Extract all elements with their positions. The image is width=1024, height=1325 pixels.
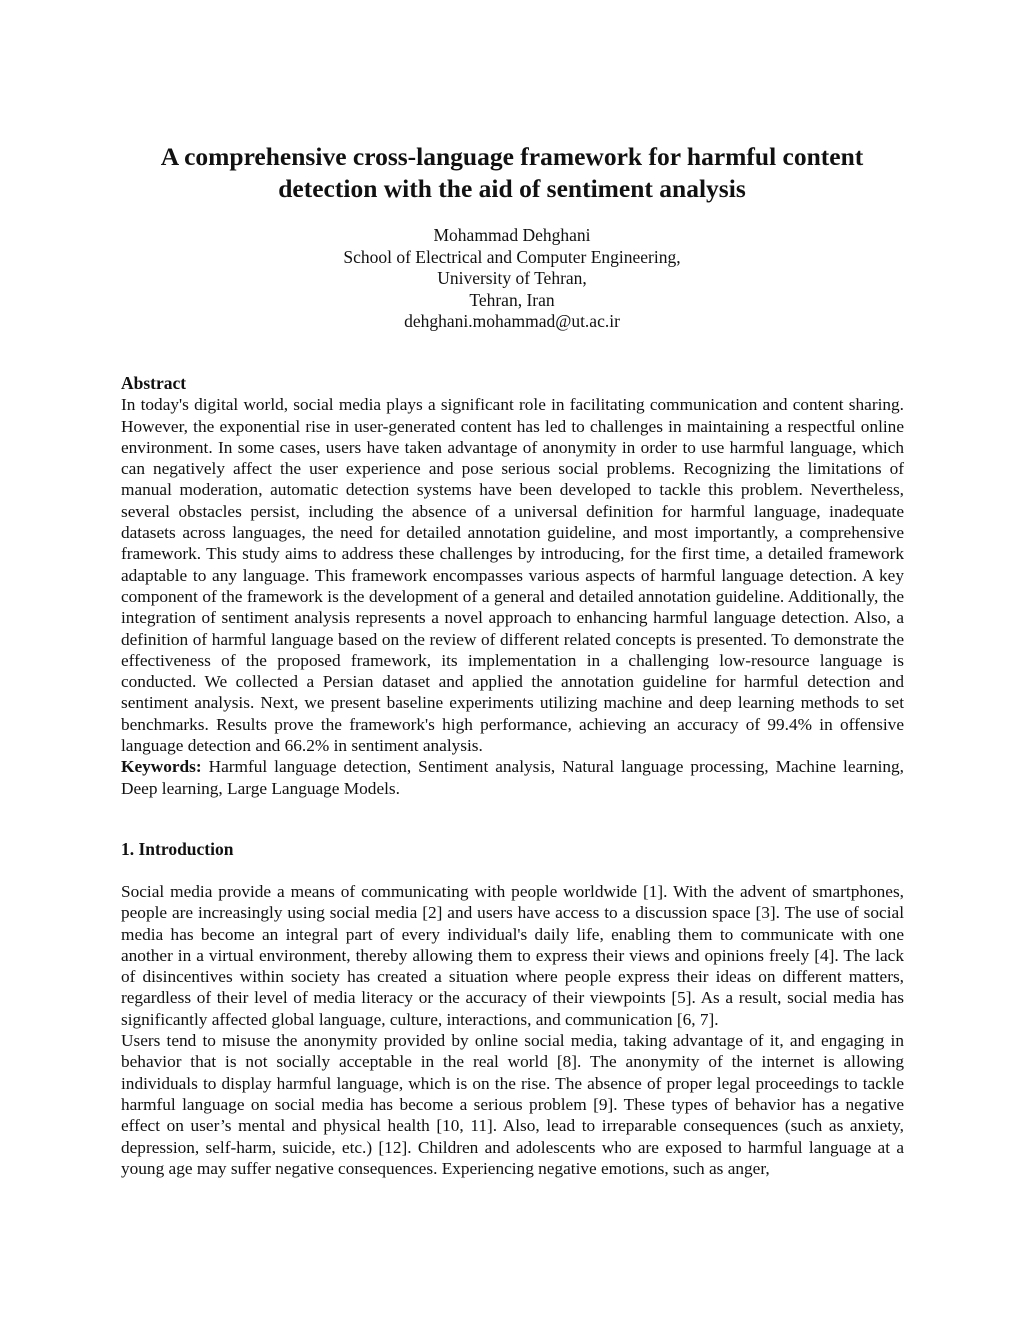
paper-title [100, 141, 924, 205]
introduction-paragraph-1: Social media provide a means of communicating with people worldwide [1]. With the advent of smartphones, people are increasingly using social media [2] and users have access to a discussion space [3]. The use of social media has become an integral part of every individual's daily life, enabling them to communicate with one another in a virtual environment, thereby allowing them to express their views and opinions freely [4]. The lack of disincentives within society has created a situation where people express their ideas on different matters, regardless of their level of media literacy or the accuracy of their viewpoints [5]. As a result, social media has significantly affected global language, culture, interactions, and communication [6, 7]. [121, 882, 904, 1029]
author-block [150, 225, 874, 333]
introduction-body [121, 881, 904, 1179]
keywords-label: Keywords: [121, 757, 202, 777]
introduction-heading-block [121, 839, 904, 860]
author-location: Tehran, Iran [469, 289, 555, 310]
abstract-heading: Abstract [121, 373, 187, 393]
introduction-paragraph-2: Users tend to misuse the anonymity provided by online social media, taking advantage of it, and engaging in behavior that is not socially acceptable in the real world [8]. The anonymity of the internet is allowing individuals to display harmful language, which is on the rise. The absence of proper legal proceedings to tackle harmful language on social media has become a serious problem [9]. These types of behavior has a negative effect on user’s mental and physical health [10, 11]. Also, lead to irreparable consequences (such as anxiety, depression, self-harm, suicide, etc.) [12]. Children and adolescents who are exposed to harmful language at a young age may suffer negative consequences. Experiencing negative emotions, such as anger, [121, 1031, 904, 1178]
author-name: Mohammad Dehghani [433, 225, 591, 245]
title-line-2: detection with the aid of sentiment analysis [278, 174, 746, 203]
keywords-text: Harmful language detection, Sentiment analysis, Natural language processing, Machine learning, Deep learning, Large Language Models. [121, 757, 904, 798]
introduction-heading: 1. Introduction [121, 839, 234, 859]
abstract-section [121, 373, 904, 799]
author-university: University of Tehran, [437, 268, 587, 288]
title-line-1: A comprehensive cross-language framework for harmful content [160, 142, 864, 171]
author-department: School of Electrical and Computer Engineering, [343, 246, 681, 267]
keywords [121, 756, 904, 799]
abstract-text: In today's digital world, social media plays a significant role in facilitating communication and content sharing. However, the exponential rise in user-generated content has led to challenges in maintaining a respectful online environment. In some cases, users have taken advantage of anonymity in order to use harmful language, which can negatively affect the user experience and pose serious social problems. Recognizing the limitations of manual moderation, automatic detection systems have been developed to tackle this problem. Nevertheless, several obstacles persist, including the absence of a universal definition for harmful language, inadequate datasets across languages, the need for detailed annotation guideline, and most importantly, a comprehensive framework. This study aims to address these challenges by introducing, for the first time, a detailed framework adaptable to any language. This framework encompasses various aspects of harmful language detection. A key component of the framework is the development of a general and detailed annotation guideline. Additionally, the integration of sentiment analysis represents a novel approach to enhancing harmful language detection. Also, a definition of harmful language based on the review of different related concepts is presented. To demonstrate the effectiveness of the proposed framework, its implementation in a challenging low-resource language is conducted. We collected a Persian dataset and applied the annotation guideline for harmful detection and sentiment analysis. Next, we present baseline experiments utilizing machine and deep learning methods to set benchmarks. Results prove the framework's high performance, achieving an accuracy of 99.4% in offensive language detection and 66.2% in sentiment analysis. [121, 395, 904, 756]
author-email: dehghani.mohammad@ut.ac.ir [404, 311, 620, 331]
